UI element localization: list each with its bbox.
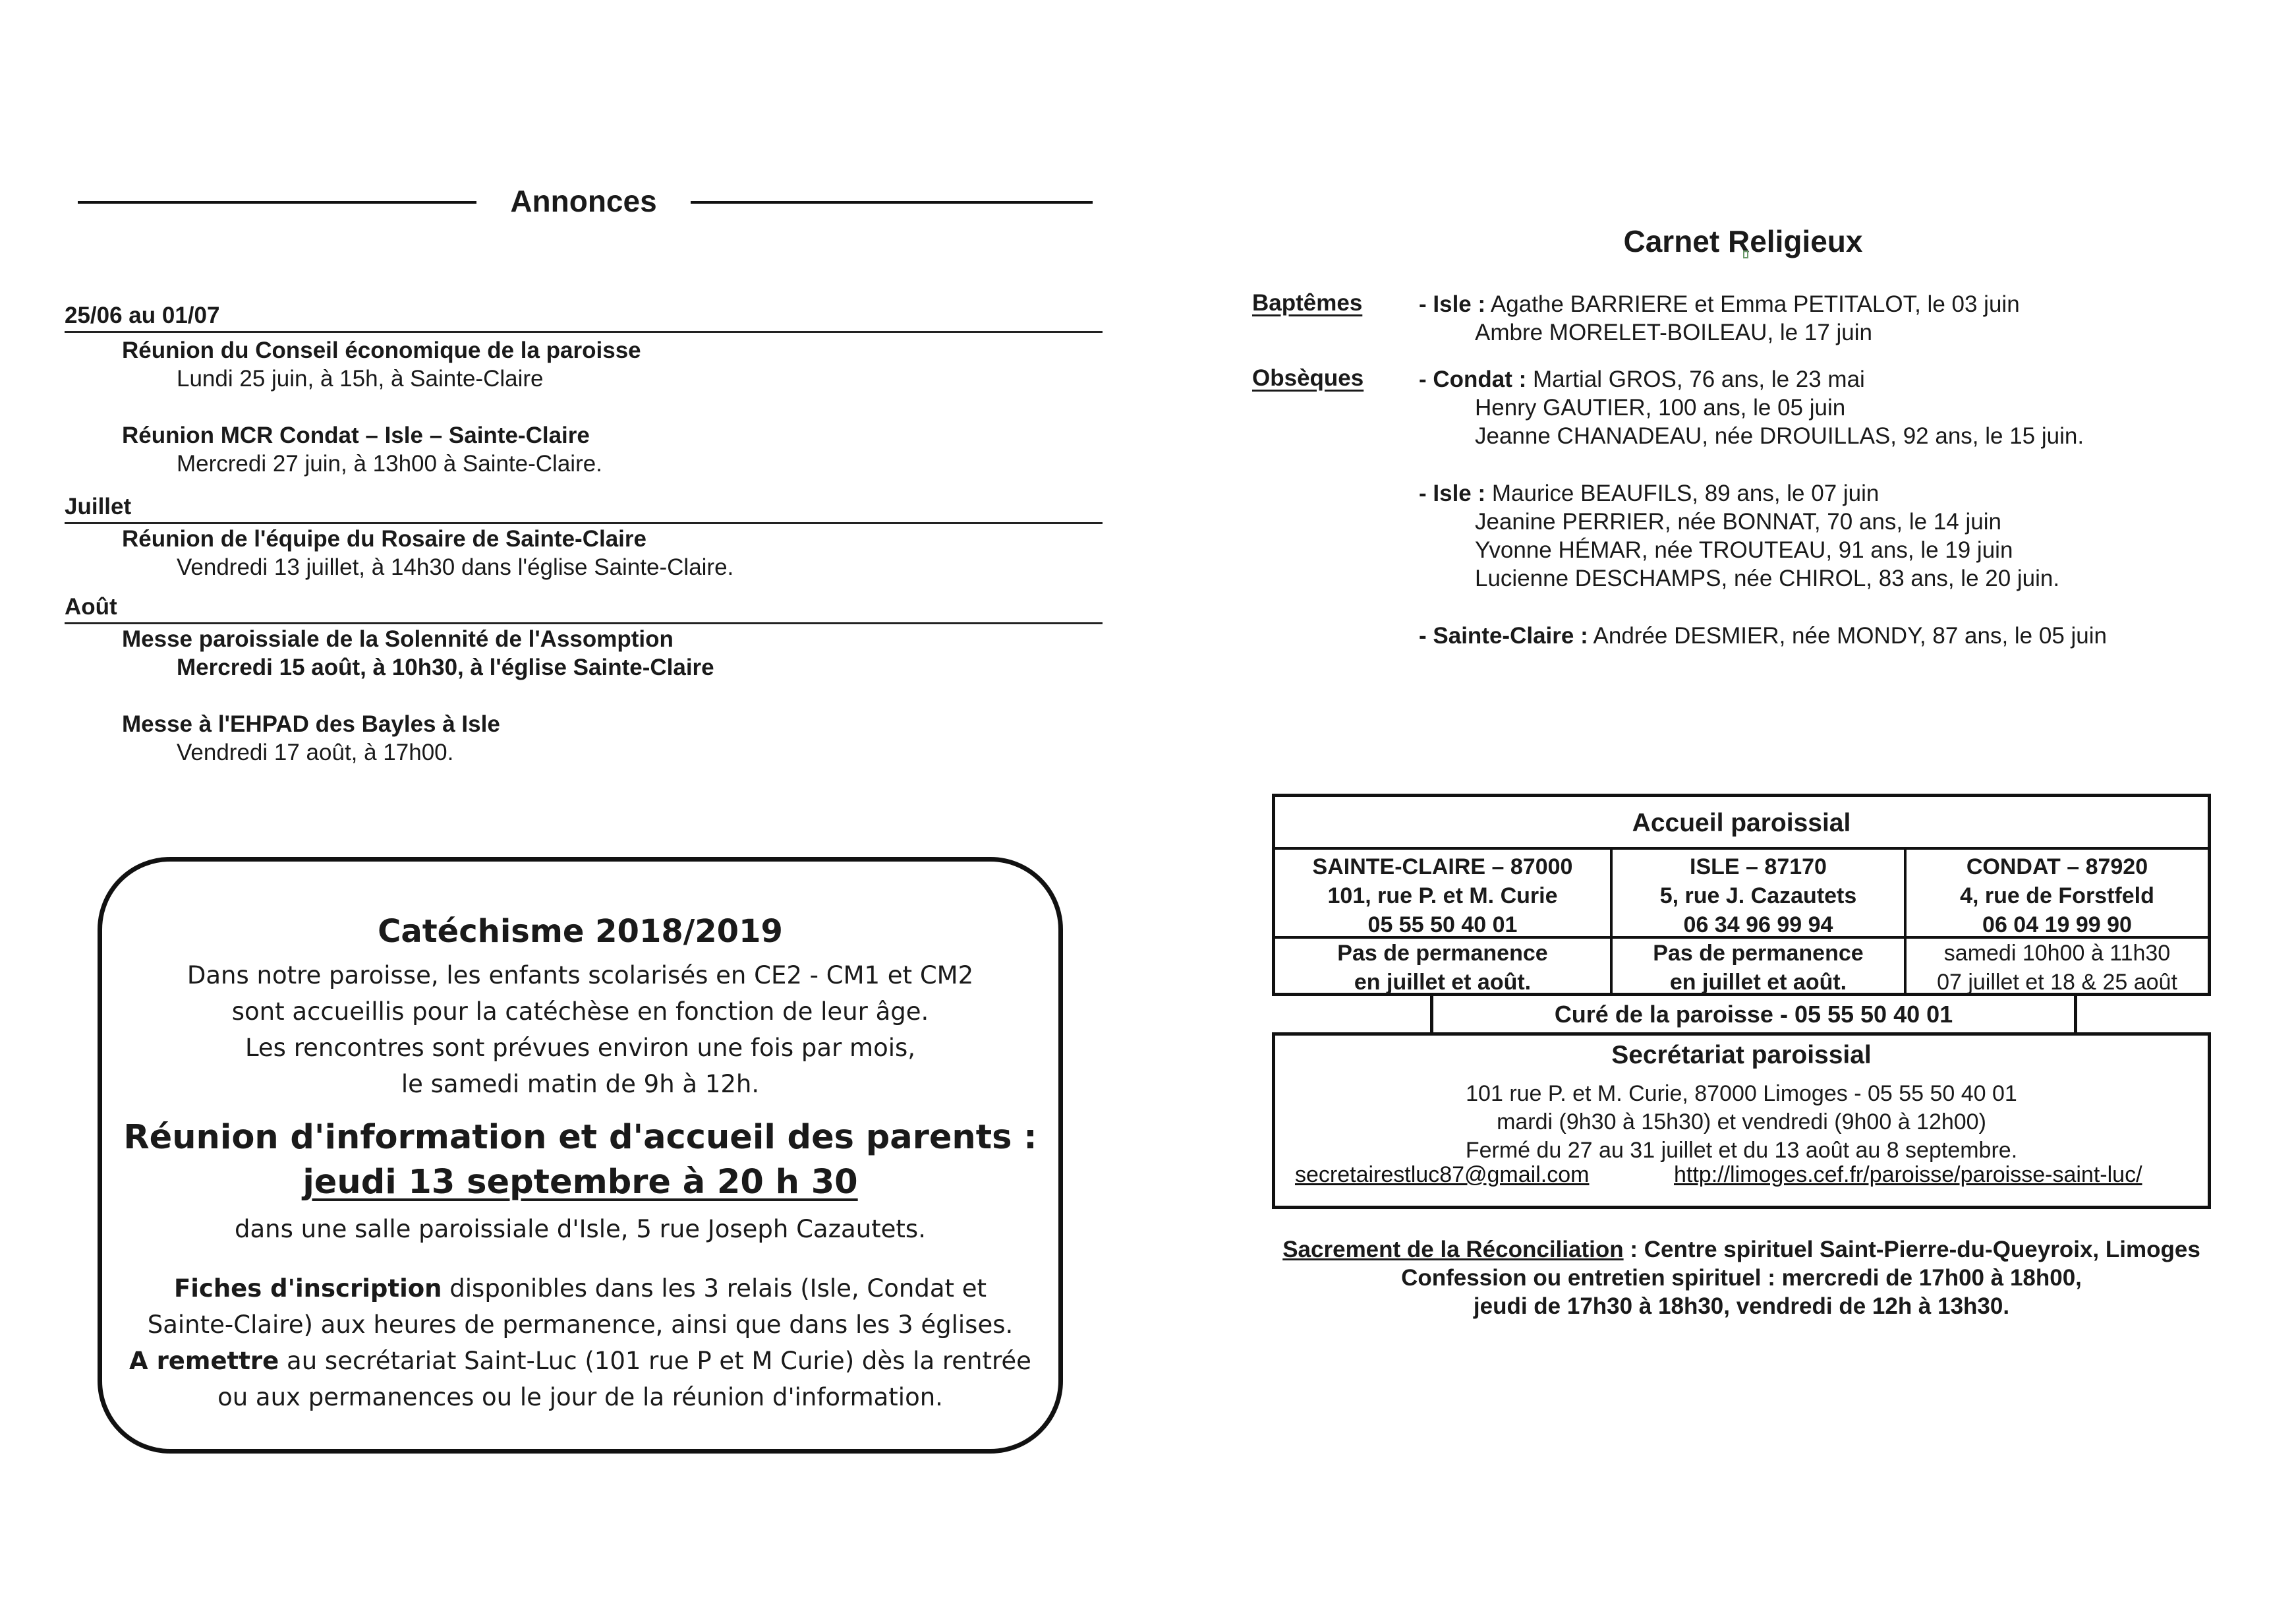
header-rule-right [691, 201, 1093, 204]
obseque-line [1419, 479, 1879, 508]
remettre-line [102, 1343, 1058, 1379]
accueil-column [1613, 850, 1907, 993]
annonces-header [78, 179, 1093, 225]
hours-line: Pas de permanence [1337, 941, 1548, 966]
accueil-title: Accueil paroissial [1275, 797, 2208, 850]
website-link[interactable]: http://limoges.cef.fr/paroisse/paroisse-saint-luc/ [1674, 1162, 2142, 1187]
obseque-line: Yvonne HÉMAR, née TROUTEAU, 91 ans, le 19 juin [1475, 537, 2013, 563]
section-heading: Août [65, 593, 1103, 624]
obseque-line: Jeanne CHANADEAU, née DROUILLAS, 92 ans, le 15 juin. [1475, 423, 2084, 449]
event-detail: Mercredi 15 août, à 10h30, à l'église Sainte-Claire [177, 655, 714, 680]
secretariat-address: 101 rue P. et M. Curie, 87000 Limoges - 05 55 50 40 01 [1466, 1081, 2017, 1106]
place-name: - Sainte-Claire : [1419, 623, 1588, 649]
fiches-bold: Fiches d'inscription [173, 1274, 442, 1303]
email-link[interactable]: secretairestluc87@gmail.com [1295, 1162, 1590, 1187]
event-title: Réunion de l'équipe du Rosaire de Sainte-Claire [122, 526, 646, 552]
baptemes-label: Baptêmes [1252, 290, 1363, 316]
reconciliation-line3: jeudi de 17h30 à 18h30, vendredi de 12h à 13h30. [1473, 1293, 2010, 1319]
secretariat-box [1272, 1032, 2211, 1209]
entry-text: Maurice BEAUFILS, 89 ans, le 07 juin [1485, 481, 1880, 506]
location-name: CONDAT – 87920 [1966, 854, 2148, 879]
meeting-date: jeudi 13 septembre à 20 h 30 [302, 1163, 858, 1202]
catechisme-intro-line: Dans notre paroisse, les enfants scolarisés en CE2 - CM1 et CM2 [187, 961, 974, 989]
location-info [1613, 852, 1904, 939]
meeting-date-wrap [102, 1160, 1058, 1205]
bapteme-line [1419, 290, 2020, 318]
entry-text: Martial GROS, 76 ans, le 23 mai [1526, 367, 1865, 392]
fiches-line [102, 1270, 1058, 1307]
cure-bar: Curé de la paroisse - 05 55 50 40 01 [1430, 996, 2077, 1032]
meeting-place: dans une salle paroissiale d'Isle, 5 rue Joseph Cazautets. [235, 1215, 926, 1243]
location-phone: 05 55 50 40 01 [1367, 912, 1518, 937]
reconciliation-line2: Confession ou entretien spirituel : mercredi de 17h00 à 18h00, [1401, 1265, 2082, 1291]
location-address: 4, rue de Forstfeld [1960, 883, 2154, 908]
annonces-title: Annonces [510, 184, 657, 218]
scan-mark [1743, 250, 1748, 258]
event-detail: Lundi 25 juin, à 15h, à Sainte-Claire [177, 366, 544, 392]
accueil-column [1275, 850, 1613, 993]
event-detail: Vendredi 13 juillet, à 14h30 dans l'église Sainte-Claire. [177, 554, 734, 580]
place-name: - Condat : [1419, 367, 1527, 392]
obseque-line: Jeanine PERRIER, née BONNAT, 70 ans, le 14 juin [1475, 509, 2001, 535]
bapteme-line: Ambre MORELET-BOILEAU, le 17 juin [1475, 320, 1872, 345]
obseques-label: Obsèques [1252, 365, 1364, 391]
location-info [1907, 852, 2208, 939]
header-rule-left [78, 201, 476, 204]
catechisme-intro-line: sont accueillis pour la catéchèse en fonction de leur âge. [231, 997, 929, 1026]
place-name: - Isle : [1419, 291, 1486, 317]
location-hours [1275, 936, 1610, 997]
entry-text: Andrée DESMIER, née MONDY, 87 ans, le 05 juin [1588, 623, 2107, 649]
secretariat-title: Secrétariat paroissial [1611, 1041, 1872, 1069]
hours-line: samedi 10h00 à 11h30 [1943, 941, 2171, 966]
hours-line: en juillet et août. [1354, 970, 1532, 995]
catechisme-title: Catéchisme 2018/2019 [378, 913, 783, 950]
secretariat-closed: Fermé du 27 au 31 juillet et du 13 août au 8 septembre. [1465, 1138, 2018, 1163]
location-hours [1907, 936, 2208, 997]
place-name: - Isle : [1419, 481, 1486, 506]
obseque-line [1419, 365, 1865, 394]
section-heading: 25/06 au 01/07 [65, 302, 1103, 333]
location-hours [1613, 936, 1904, 997]
fiches-line2: Sainte-Claire) aux heures de permanence, ainsi que dans les 3 églises. [147, 1310, 1014, 1339]
hours-line: en juillet et août. [1669, 970, 1847, 995]
event-title: Réunion MCR Condat – Isle – Sainte-Claire [122, 423, 590, 448]
obseque-line [1419, 622, 2107, 650]
event-detail: Vendredi 17 août, à 17h00. [177, 740, 454, 765]
catechisme-intro-line: le samedi matin de 9h à 12h. [401, 1070, 760, 1098]
location-info [1275, 852, 1610, 939]
catechisme-intro-line: Les rencontres sont prévues environ une fois par mois, [244, 1034, 916, 1062]
fiches-rest: disponibles dans les 3 relais (Isle, Condat et [442, 1274, 987, 1303]
accueil-table [1272, 794, 2211, 996]
event-title: Réunion du Conseil économique de la paroisse [122, 338, 641, 363]
location-address: 101, rue P. et M. Curie [1327, 883, 1558, 908]
remettre-line2: ou aux permanences ou le jour de la réunion d'information. [217, 1383, 943, 1411]
hours-line: 07 juillet et 18 & 25 août [1937, 970, 2177, 995]
event-title: Messe paroissiale de la Solennité de l'Assomption [122, 626, 674, 652]
obseque-line: Henry GAUTIER, 100 ans, le 05 juin [1475, 395, 1846, 421]
reconciliation-label: Sacrement de la Réconciliation [1282, 1237, 1624, 1262]
reconciliation-place: : Centre spirituel Saint-Pierre-du-Queyroix, Limoges [1623, 1237, 2200, 1262]
remettre-rest: au secrétariat Saint-Luc (101 rue P et M Curie) dès la rentrée [279, 1347, 1031, 1375]
location-name: ISLE – 87170 [1690, 854, 1827, 879]
event-detail: Mercredi 27 juin, à 13h00 à Sainte-Claire. [177, 451, 602, 477]
reconciliation-line1 [1269, 1235, 2214, 1264]
entry-text: Agathe BARRIERE et Emma PETITALOT, le 03 juin [1485, 291, 2020, 317]
location-phone: 06 34 96 99 94 [1683, 912, 1833, 937]
section-heading: Juillet [65, 493, 1103, 524]
event-title: Messe à l'EHPAD des Bayles à Isle [122, 711, 500, 737]
hours-line: Pas de permanence [1653, 941, 1864, 966]
accueil-column [1907, 850, 2208, 993]
meeting-title: Réunion d'information et d'accueil des parents : [123, 1118, 1037, 1157]
location-phone: 06 04 19 99 90 [1982, 912, 2132, 937]
location-address: 5, rue J. Cazautets [1659, 883, 1857, 908]
catechisme-box [98, 857, 1063, 1454]
carnet-title: Carnet Religieux [1623, 224, 1863, 258]
secretariat-hours: mardi (9h30 à 15h30) et vendredi (9h00 à 12h00) [1497, 1109, 1986, 1134]
remettre-bold: A remettre [129, 1347, 279, 1375]
location-name: SAINTE-CLAIRE – 87000 [1312, 854, 1573, 879]
obseque-line: Lucienne DESCHAMPS, née CHIROL, 83 ans, le 20 juin. [1475, 566, 2060, 591]
